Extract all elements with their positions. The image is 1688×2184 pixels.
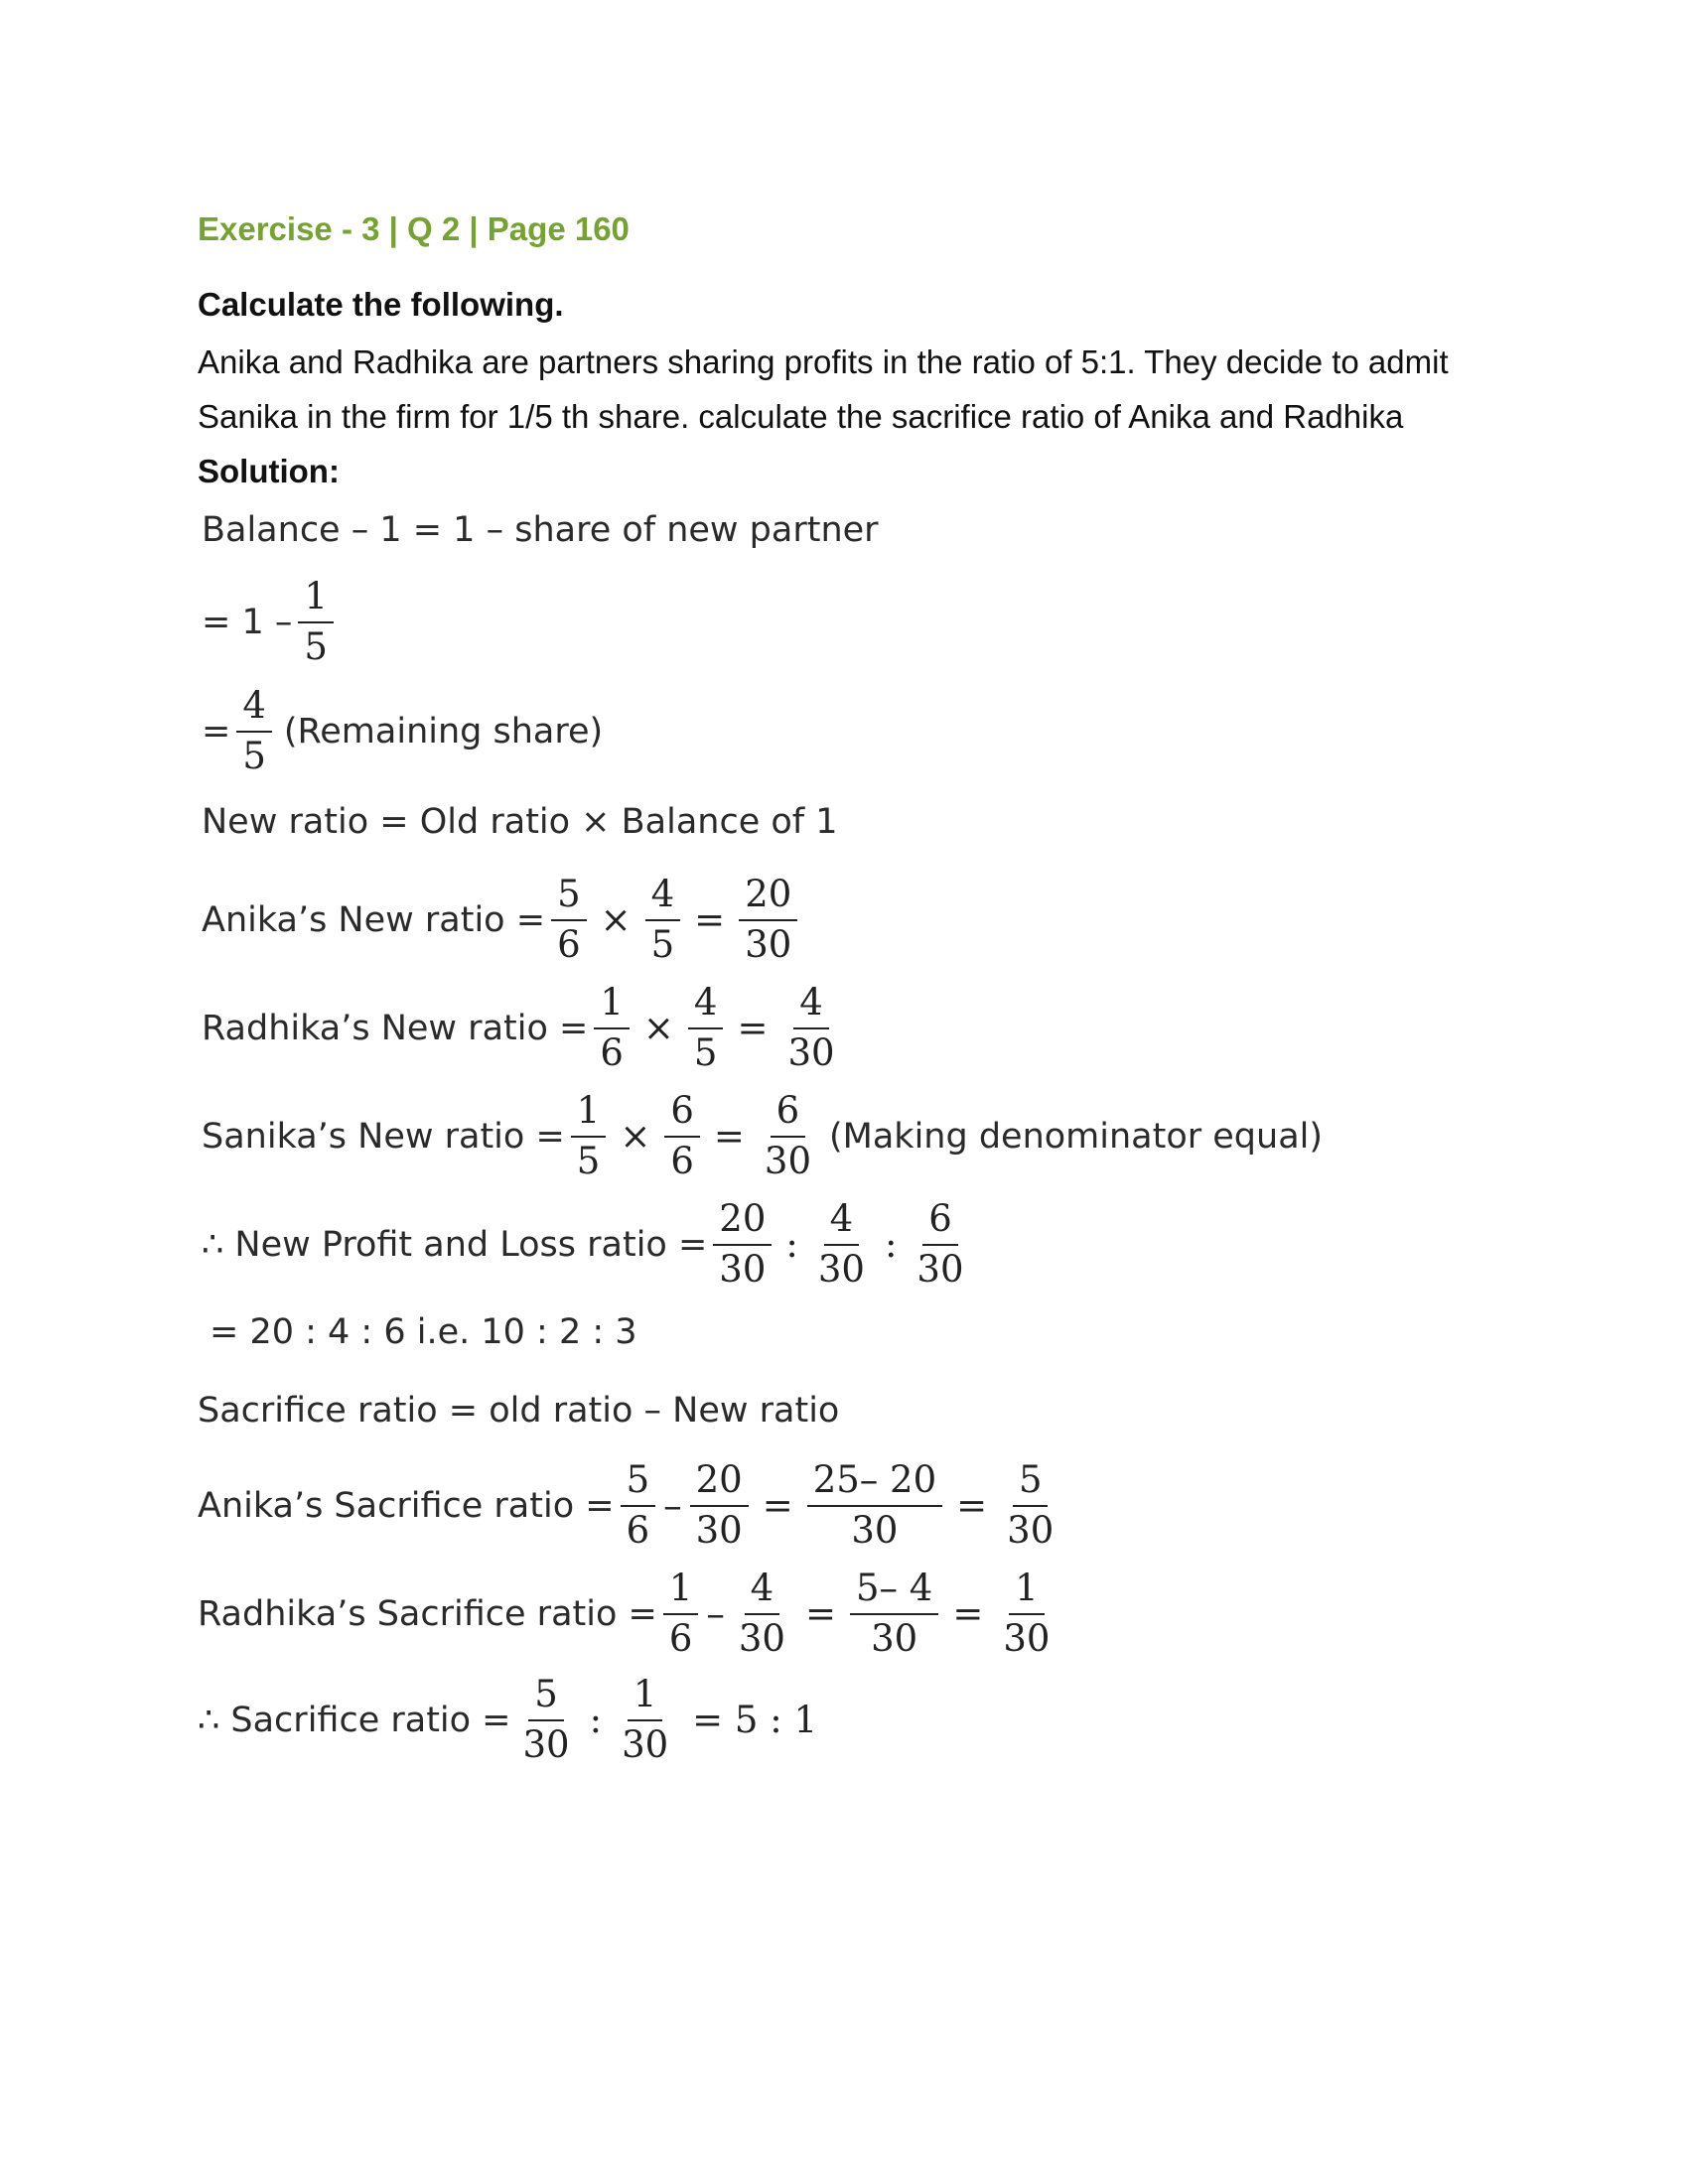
fraction <box>236 684 272 777</box>
sacrifice-formula-text: Sacrifice ratio = old ratio – New ratio <box>198 1391 840 1431</box>
numerator: 1 <box>663 1570 699 1615</box>
anika-new-ratio-label: Anika’s New ratio = <box>202 899 546 940</box>
radhika-new-ratio-line <box>202 981 847 1074</box>
operator: : <box>589 1699 603 1742</box>
denominator: 30 <box>787 1030 835 1074</box>
radhika-sacrifice-line <box>198 1567 1061 1660</box>
operator: = <box>952 1592 984 1636</box>
fraction <box>1001 1458 1059 1552</box>
anika-sacrifice-label: Anika’s Sacrifice ratio = <box>198 1485 615 1526</box>
final-sacrifice-ratio-line <box>198 1673 825 1766</box>
balance-text: Balance – 1 = 1 – share of new partner <box>202 510 879 550</box>
operator: = <box>956 1484 988 1528</box>
numerator: 4 <box>824 1200 860 1246</box>
numerator: 1 <box>594 984 630 1029</box>
question-line-2: Sanika in the firm for 1/5 th share. calculate the sacrifice ratio of Anika and Radhika <box>198 398 1404 435</box>
fraction <box>664 1089 700 1182</box>
numerator: 5 <box>1013 1461 1049 1507</box>
operator: : <box>785 1223 798 1267</box>
anika-new-ratio-line <box>202 873 803 966</box>
new-ratio-formula <box>202 802 837 842</box>
new-profit-loss-label: ∴ New Profit and Loss ratio = <box>202 1224 708 1265</box>
remaining-calc-line <box>202 575 340 668</box>
denominator: 6 <box>668 1616 693 1660</box>
operator: = <box>694 898 726 942</box>
denominator: 30 <box>745 922 792 966</box>
denominator: 6 <box>626 1508 650 1552</box>
denominator: 5 <box>650 922 675 966</box>
fraction <box>616 1673 674 1766</box>
fraction <box>663 1567 699 1660</box>
denominator: 5 <box>304 624 328 668</box>
numerator: 1 <box>1009 1570 1045 1615</box>
numerator: 4 <box>793 984 829 1029</box>
operator: = <box>713 1115 745 1159</box>
denominator: 30 <box>622 1722 669 1766</box>
operator: × <box>642 1007 674 1050</box>
fraction <box>690 1458 749 1552</box>
numerator: 5– 4 <box>850 1570 938 1615</box>
denominator: 30 <box>719 1247 767 1291</box>
fraction <box>997 1567 1055 1660</box>
remaining-share-note: (Remaining share) <box>283 711 604 751</box>
fraction <box>733 1567 791 1660</box>
fraction <box>688 981 724 1074</box>
fraction <box>812 1197 871 1291</box>
fraction <box>911 1197 969 1291</box>
operator: : <box>884 1223 898 1267</box>
numerator: 1 <box>298 578 334 623</box>
remaining-calc-prefix: = 1 – <box>202 602 293 642</box>
fraction <box>594 981 630 1074</box>
remaining-share-line <box>202 684 604 777</box>
fraction <box>807 1458 942 1552</box>
numerator: 6 <box>771 1092 806 1138</box>
new-profit-loss-ratio-line <box>202 1197 976 1291</box>
radhika-new-ratio-label: Radhika’s New ratio = <box>202 1008 589 1048</box>
denominator: 30 <box>522 1722 570 1766</box>
numerator: 4 <box>688 984 724 1029</box>
denominator: 6 <box>670 1139 694 1182</box>
fraction <box>621 1458 656 1552</box>
operator: × <box>600 898 632 942</box>
sanika-new-ratio-line <box>202 1089 1324 1182</box>
operator: × <box>620 1115 651 1159</box>
denominator: 5 <box>576 1139 601 1182</box>
denominator: 5 <box>242 734 266 777</box>
operator: = <box>762 1484 793 1528</box>
numerator: 6 <box>664 1092 700 1138</box>
operator: = <box>804 1592 836 1636</box>
fraction <box>571 1089 607 1182</box>
fraction <box>551 873 587 966</box>
denominator: 5 <box>693 1030 718 1074</box>
denominator: 30 <box>871 1616 918 1660</box>
solution-label: Solution: <box>198 453 340 489</box>
denominator: 30 <box>851 1508 899 1552</box>
numerator: 20 <box>739 876 797 921</box>
remaining-share-prefix: = <box>202 711 231 751</box>
fraction <box>759 1089 817 1182</box>
ratio-result-text: = 20 : 4 : 6 i.e. 10 : 2 : 3 <box>210 1312 637 1352</box>
radhika-sacrifice-label: Radhika’s Sacrifice ratio = <box>198 1593 657 1634</box>
sacrifice-formula <box>198 1391 839 1431</box>
denominator: 30 <box>764 1139 811 1182</box>
question-line-1: Anika and Radhika are partners sharing profits in the ratio of 5:1. They decide to admit <box>198 343 1449 380</box>
fraction <box>298 575 334 668</box>
question-title: Calculate the following. <box>198 286 564 323</box>
final-result: = 5 : 1 <box>692 1699 818 1742</box>
final-sacrifice-label: ∴ Sacrifice ratio = <box>198 1700 511 1740</box>
operator: – <box>706 1592 725 1636</box>
operator: = <box>737 1007 769 1050</box>
fraction <box>739 873 797 966</box>
numerator: 4 <box>236 687 272 733</box>
fraction <box>850 1567 938 1660</box>
denominator: 30 <box>1007 1508 1055 1552</box>
denominator: 30 <box>1003 1616 1051 1660</box>
numerator: 1 <box>628 1676 663 1721</box>
new-ratio-formula-text: New ratio = Old ratio × Balance of 1 <box>202 802 838 842</box>
sanika-new-ratio-label: Sanika’s New ratio = <box>202 1116 565 1157</box>
numerator: 4 <box>745 1570 780 1615</box>
numerator: 1 <box>571 1092 607 1138</box>
numerator: 20 <box>690 1461 749 1507</box>
denominator: 6 <box>557 922 581 966</box>
fraction <box>781 981 840 1074</box>
numerator: 4 <box>645 876 681 921</box>
denominator: 30 <box>695 1508 743 1552</box>
fraction <box>645 873 681 966</box>
denominator: 30 <box>817 1247 865 1291</box>
anika-sacrifice-line <box>198 1458 1065 1552</box>
numerator: 20 <box>713 1200 772 1246</box>
balance-line <box>202 510 879 550</box>
numerator: 6 <box>922 1200 958 1246</box>
fraction <box>517 1673 576 1766</box>
denominator: 6 <box>600 1030 624 1074</box>
numerator: 5 <box>528 1676 564 1721</box>
operator: – <box>663 1484 682 1528</box>
numerator: 5 <box>551 876 587 921</box>
ratio-result-line <box>210 1312 637 1352</box>
sanika-note: (Making denominator equal) <box>829 1116 1324 1157</box>
numerator: 5 <box>621 1461 656 1507</box>
exercise-header: Exercise - 3 | Q 2 | Page 160 <box>198 210 630 247</box>
denominator: 30 <box>916 1247 964 1291</box>
fraction <box>713 1197 772 1291</box>
denominator: 30 <box>738 1616 785 1660</box>
numerator: 25– 20 <box>807 1461 942 1507</box>
